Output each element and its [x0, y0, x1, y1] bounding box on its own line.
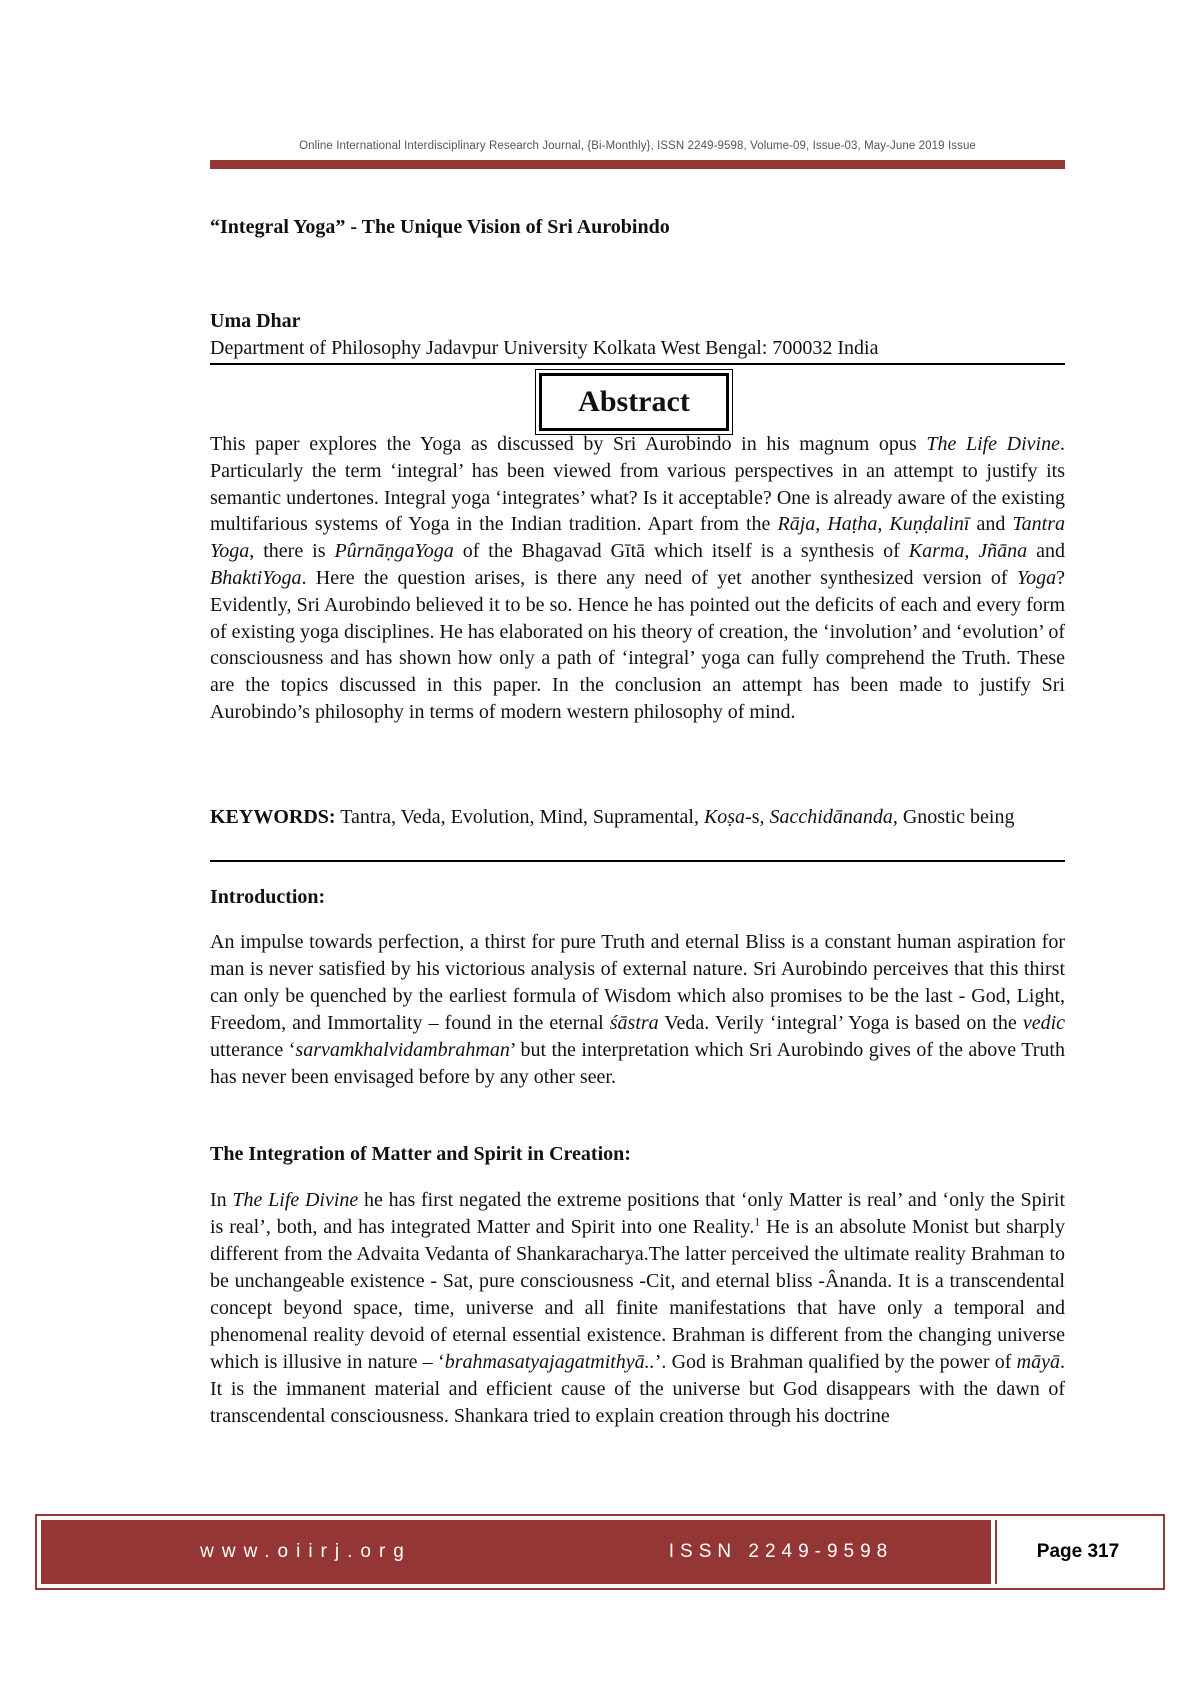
text-run: . It is the immanent material and efficient cause of the universe but God disappears with the dawn of transcendental consciousness. Shankara tried to explain creation through his doctrine: [210, 1351, 1065, 1427]
introduction-heading: Introduction:: [210, 886, 326, 908]
text-run: . Here the question arises, is there any need of yet another synthesized version of: [301, 566, 1017, 589]
text-run: An impulse towards perfection, a thirst for pure Truth and eternal Bliss is a constant human aspiration for man is never satisfied by his victorious analysis of external nature. Sri Aurobindo perceives that this thirst can only be quenched by the earliest formula of Wisdom which also promises to be the last - God, Light, Freedom, and Immortality – found in the eternal: [210, 931, 1065, 1034]
text-run: In: [210, 1189, 233, 1211]
keywords-label: KEYWORDS:: [210, 806, 336, 828]
text-run: ’ but the interpretation which Sri Aurobindo gives of the above Truth has never been envisaged before by any other seer.: [210, 1039, 1065, 1088]
text-run: ,: [815, 513, 828, 536]
text-run: , Gnostic being: [892, 806, 1015, 828]
paper-title: “Integral Yoga” - The Unique Vision of Sri Aurobindo: [210, 216, 670, 238]
italic-term: Tantra Yoga: [210, 513, 1066, 563]
author-name: Uma Dhar: [210, 310, 301, 332]
italic-term: Rāja: [777, 513, 816, 536]
text-run: of the Bhagavad Gītā which itself is a synthesis of: [453, 540, 909, 563]
footer-band: [41, 1520, 1159, 1584]
footer-website-link[interactable]: www.oiirj.org: [200, 1541, 412, 1562]
section-heading: The Integration of Matter and Spirit in Creation:: [210, 1143, 631, 1165]
italic-term: Karma: [908, 540, 965, 563]
footnote-ref: 1: [754, 1214, 761, 1229]
footer-issn: ISSN 2249-9598: [571, 1520, 995, 1584]
introduction-paragraph: [210, 929, 1065, 1091]
abstract-paragraph: [210, 431, 1065, 726]
abstract-heading: Abstract: [578, 385, 690, 418]
text-run: , there is: [249, 540, 335, 563]
italic-term: BhaktiYoga: [210, 566, 302, 589]
italic-term: Koṣa: [703, 806, 746, 828]
text-run: Veda. Verily ‘integral’ Yoga is based on the: [658, 1012, 1023, 1034]
keywords-list: [336, 806, 1015, 828]
text-run: and: [969, 513, 1013, 536]
author-affiliation: Department of Philosophy Jadavpur University Kolkata West Bengal: 700032 India: [210, 337, 879, 359]
text-run: ,: [877, 513, 890, 536]
italic-term: The Life Divine: [926, 433, 1060, 455]
italic-term: vedic: [1022, 1012, 1065, 1034]
italic-term: Yoga: [1016, 566, 1057, 589]
italic-term: The Life Divine: [232, 1189, 359, 1211]
text-run: -s,: [745, 806, 770, 828]
keywords-divider: [210, 860, 1065, 862]
page-footer: [35, 1514, 1165, 1590]
text-run: he has first negated the extreme positions that ‘only Matter is real’ and ‘only the Spirit is real’, both, and has integrated Matter and Spirit into one Reality.: [210, 1189, 1065, 1238]
affiliation-divider: [210, 363, 1065, 365]
text-run: ,: [964, 540, 979, 563]
italic-term: brahmasatyajagatmithyā..: [444, 1351, 655, 1373]
text-run: Tantra, Veda, Evolution, Mind, Supramental,: [335, 806, 704, 828]
text-run: ? Evidently, Sri Aurobindo believed it to be so. Hence he has pointed out the deficits of each and every form of existing yoga disciplines. He has elaborated on his theory of creation, the ‘involution’ and ‘evolution’ of consciousness and has shown how only a path of ‘integral’ yoga can fully comprehend the Truth. These are the topics discussed in this paper. In the conclusion an attempt has been made to justify Sri Aurobindo’s philosophy in terms of modern western philosophy of mind.: [210, 566, 1065, 723]
italic-term: PûrnāṇgaYoga: [334, 540, 454, 563]
italic-term: sarvamkhalvidambrahman: [295, 1039, 510, 1061]
header-rule: [210, 160, 1065, 169]
italic-term: Jñāna: [978, 540, 1028, 563]
text-run: He is an absolute Monist but sharply different from the Advaita Vedanta of Shankaracharya.The latter perceived the ultimate reality Brahman to be unchangeable existence - Sat, pure consciousness -Cit, and eternal bliss -Ânanda. It is a transcendental concept beyond space, time, universe and all finite manifestations that have only a temporal and phenomenal reality devoid of eternal essential existence. Brahman is different from the changing universe which is illusive in nature – ‘: [210, 1216, 1065, 1373]
text-run: ’. God is Brahman qualified by the power of: [654, 1351, 1017, 1373]
footer-page-number: Page 317: [995, 1520, 1159, 1584]
italic-term: śāstra: [609, 1012, 659, 1034]
abstract-heading-box: [539, 373, 729, 431]
italic-term: Haṭha: [827, 513, 878, 536]
text-run: utterance ‘: [210, 1039, 296, 1061]
section-paragraph: [210, 1187, 1065, 1430]
text-run: and: [1027, 540, 1065, 563]
italic-term: Sacchidānanda: [769, 806, 893, 828]
italic-term: Kuṇḍalinī: [889, 513, 970, 536]
text-run: This paper explores the Yoga as discussed by Sri Aurobindo in his magnum opus: [210, 433, 927, 455]
running-header: Online International Interdisciplinary Research Journal, {Bi-Monthly}, ISSN 2249-9598, Volume-09, Issue-03, May-June 2019 Issue: [299, 140, 976, 152]
italic-term: māyā: [1016, 1351, 1060, 1373]
keywords-line: [210, 804, 1065, 831]
text-run: . Particularly the term ‘integral’ has been viewed from various perspectives in an attempt to justify its semantic undertones. Integral yoga ‘integrates’ what? Is it acceptable? One is already aware of the existing multifarious systems of Yoga in the Indian tradition. Apart from the: [210, 433, 1065, 536]
